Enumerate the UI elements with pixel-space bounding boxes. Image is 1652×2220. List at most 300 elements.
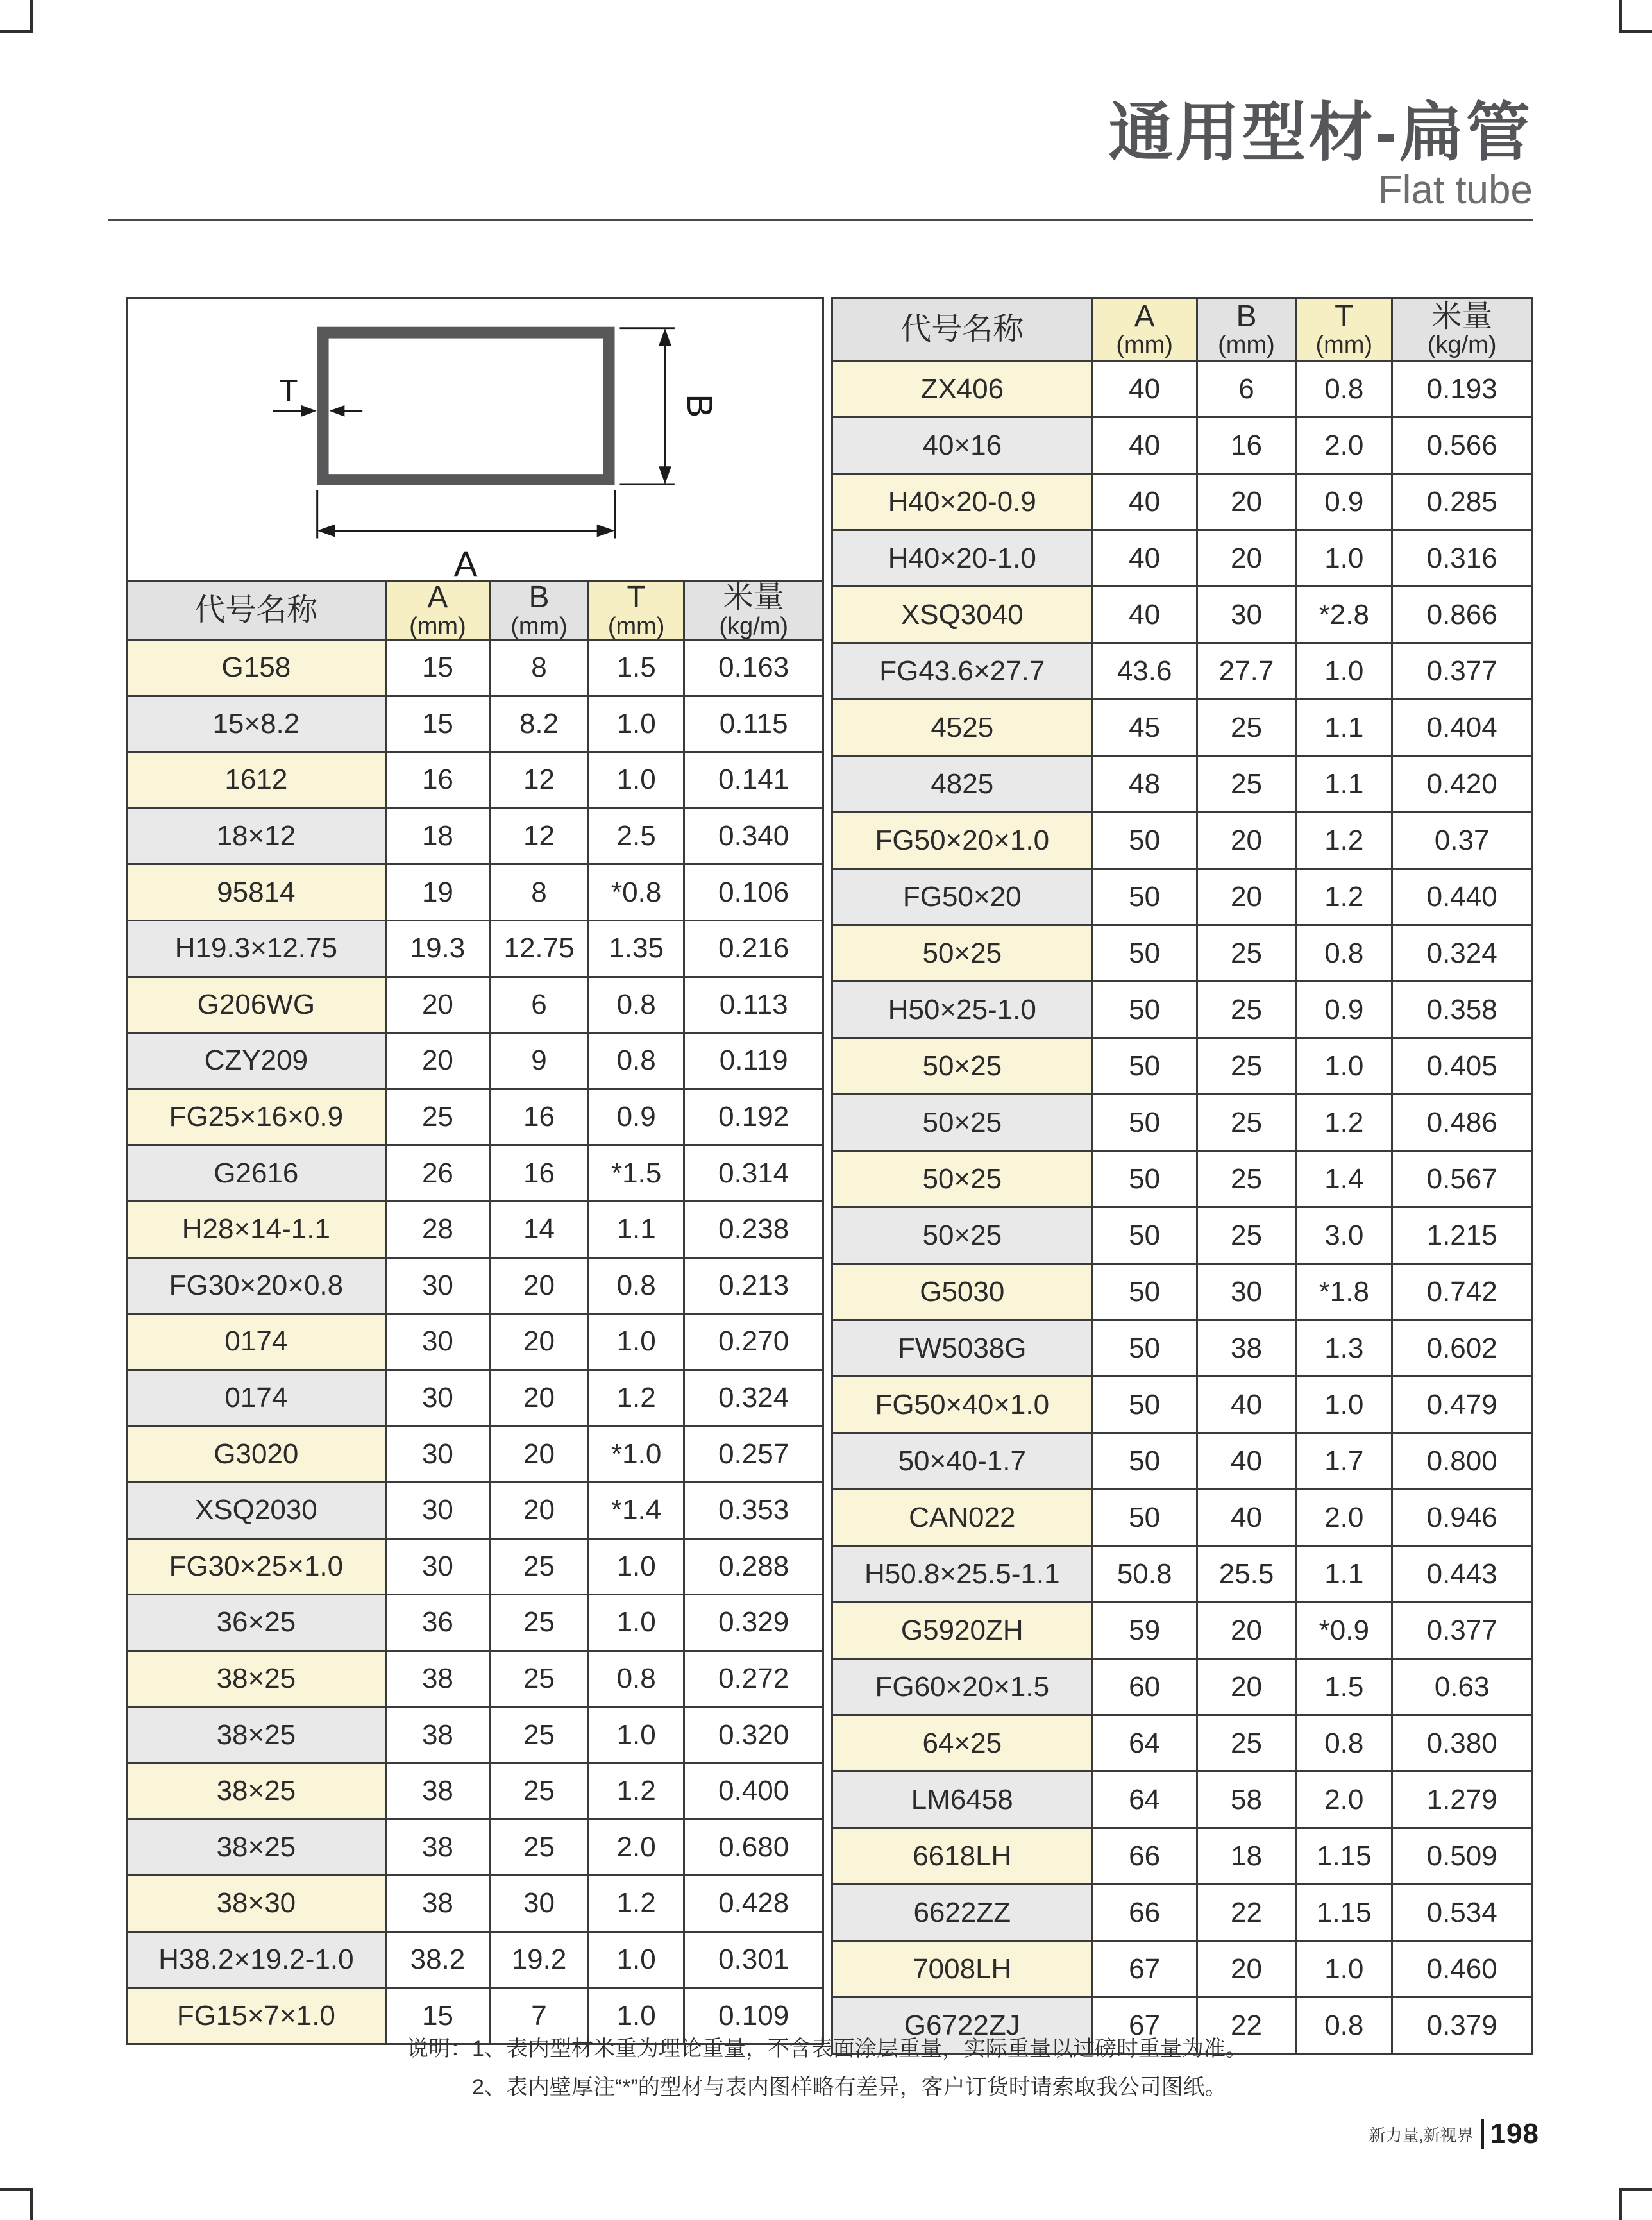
dimension-label-b: B <box>679 394 720 418</box>
cell-t: 1.0 <box>1295 1039 1391 1093</box>
cell-a: 50 <box>1092 1434 1196 1488</box>
page-title: 通用型材-扁管 <box>1108 97 1533 169</box>
cell-a: 50 <box>1092 1490 1196 1545</box>
cell-a: 18 <box>385 809 489 864</box>
cell-a: 16 <box>385 753 489 807</box>
cell-b: 58 <box>1196 1772 1295 1827</box>
crop-mark-top-right <box>1619 0 1652 33</box>
cell-b: 25 <box>1196 1152 1295 1206</box>
cell-b: 12 <box>489 809 587 864</box>
cell-kg: 0.460 <box>1391 1942 1531 1996</box>
table-row <box>833 811 1531 868</box>
cell-kg: 0.288 <box>683 1540 822 1594</box>
table-row <box>128 1144 822 1200</box>
cell-t: 0.8 <box>1295 926 1391 980</box>
cell-code-name: FG50×20×1.0 <box>833 813 1092 868</box>
table-row <box>128 1538 822 1594</box>
cell-a: 50 <box>1092 1377 1196 1432</box>
cell-b: 22 <box>1196 1885 1295 1940</box>
cell-b: 16 <box>1196 418 1295 473</box>
cell-kg: 0.946 <box>1391 1490 1531 1545</box>
cell-b: 7 <box>489 1989 587 2043</box>
cell-b: 30 <box>1196 587 1295 642</box>
cell-code-name: FG30×20×0.8 <box>128 1259 385 1313</box>
cell-code-name: G2616 <box>128 1146 385 1200</box>
tube-inner-cavity <box>329 339 603 475</box>
cell-t: 1.1 <box>1295 1547 1391 1601</box>
cell-code-name: 95814 <box>128 865 385 920</box>
cell-kg: 0.115 <box>683 697 822 752</box>
cell-kg: 1.279 <box>1391 1772 1531 1827</box>
cell-code-name: G158 <box>128 641 385 695</box>
dimension-label-a: A <box>453 544 478 580</box>
cell-b: 20 <box>1196 870 1295 924</box>
cell-code-name: FG60×20×1.5 <box>833 1660 1092 1714</box>
cell-code-name: FG15×7×1.0 <box>128 1989 385 2043</box>
cell-code-name: H38.2×19.2-1.0 <box>128 1933 385 1987</box>
cell-a: 50 <box>1092 1039 1196 1093</box>
table-row <box>833 1037 1531 1093</box>
table-row <box>833 1545 1531 1601</box>
cell-kg: 0.193 <box>1391 362 1531 416</box>
table-row <box>128 639 822 695</box>
cell-code-name: CZY209 <box>128 1034 385 1088</box>
cell-a: 50 <box>1092 1152 1196 1206</box>
cell-kg: 0.329 <box>683 1595 822 1650</box>
cell-a: 50.8 <box>1092 1547 1196 1601</box>
cell-kg: 0.163 <box>683 641 822 695</box>
cell-a: 50 <box>1092 1095 1196 1150</box>
cell-b: 40 <box>1196 1377 1295 1432</box>
arrow-down-icon <box>659 466 671 484</box>
cell-t: 0.8 <box>587 1652 683 1706</box>
arrow-left-icon <box>317 525 335 537</box>
cell-b: 25 <box>1196 926 1295 980</box>
cell-a: 67 <box>1092 1998 1196 2053</box>
cell-t: 1.4 <box>1295 1152 1391 1206</box>
cell-code-name: 6622ZZ <box>833 1885 1092 1940</box>
cell-t: *0.8 <box>587 865 683 920</box>
cell-kg: 0.320 <box>683 1708 822 1762</box>
cell-b: 25 <box>1196 1095 1295 1150</box>
cell-b: 20 <box>489 1427 587 1481</box>
cell-a: 66 <box>1092 1885 1196 1940</box>
note-line-2: 2、表内壁厚注“*”的型材与表内图样略有差异，客户订货时请索取我公司图纸。 <box>472 2074 1227 2099</box>
cell-kg: 0.405 <box>1391 1039 1531 1093</box>
cell-code-name: 50×25 <box>833 1039 1092 1093</box>
table-row <box>128 1650 822 1706</box>
cell-b: 14 <box>489 1202 587 1257</box>
cell-kg: 0.486 <box>1391 1095 1531 1150</box>
cell-t: 1.0 <box>587 1540 683 1594</box>
cell-b: 30 <box>489 1876 587 1931</box>
cell-b: 20 <box>1196 531 1295 585</box>
cell-a: 30 <box>385 1540 489 1594</box>
cell-a: 64 <box>1092 1716 1196 1770</box>
cell-a: 30 <box>385 1371 489 1425</box>
cell-kg: 0.602 <box>1391 1321 1531 1375</box>
cell-code-name: CAN022 <box>833 1490 1092 1545</box>
cell-b: 16 <box>489 1090 587 1145</box>
cell-kg: 0.192 <box>683 1090 822 1145</box>
table-row <box>128 1481 822 1538</box>
cell-a: 19.3 <box>385 921 489 976</box>
header-rule <box>108 219 1533 221</box>
cell-t: 2.0 <box>1295 1490 1391 1545</box>
cell-b: 40 <box>1196 1434 1295 1488</box>
cell-b: 20 <box>1196 1660 1295 1714</box>
header-col-name: 代号名称 <box>833 299 1092 360</box>
cell-t: *1.8 <box>1295 1265 1391 1319</box>
table-row <box>128 1257 822 1313</box>
cell-b: 25.5 <box>1196 1547 1295 1601</box>
cell-b: 12.75 <box>489 921 587 976</box>
cell-code-name: H40×20-1.0 <box>833 531 1092 585</box>
table-row <box>128 807 822 864</box>
cell-a: 43.6 <box>1092 644 1196 698</box>
table-row <box>128 1369 822 1425</box>
page-header <box>126 97 1533 212</box>
table-row <box>833 360 1531 416</box>
cell-kg: 0.443 <box>1391 1547 1531 1601</box>
cell-t: 1.0 <box>587 1315 683 1369</box>
header-col-a: A (mm) <box>1092 299 1196 360</box>
cell-t: 2.0 <box>587 1820 683 1874</box>
cell-kg: 0.238 <box>683 1202 822 1257</box>
table-row <box>833 755 1531 811</box>
cell-t: 0.8 <box>587 1034 683 1088</box>
cell-code-name: H50.8×25.5-1.1 <box>833 1547 1092 1601</box>
cell-b: 25 <box>489 1652 587 1706</box>
cell-a: 28 <box>385 1202 489 1257</box>
cell-code-name: 38×25 <box>128 1652 385 1706</box>
table-row <box>128 1762 822 1819</box>
cell-kg: 0.428 <box>683 1876 822 1931</box>
cell-t: 1.7 <box>1295 1434 1391 1488</box>
cell-code-name: 4825 <box>833 757 1092 811</box>
cell-kg: 0.316 <box>1391 531 1531 585</box>
cell-a: 40 <box>1092 531 1196 585</box>
cell-t: *1.5 <box>587 1146 683 1200</box>
cell-b: 25 <box>1196 982 1295 1037</box>
cell-kg: 0.800 <box>1391 1434 1531 1488</box>
page-number: 198 <box>1490 2118 1539 2149</box>
table-row <box>833 1319 1531 1375</box>
notes-block <box>407 2030 1247 2106</box>
cell-t: 0.9 <box>587 1090 683 1145</box>
cell-kg: 0.37 <box>1391 813 1531 868</box>
cell-a: 15 <box>385 1989 489 2043</box>
cell-code-name: XSQ3040 <box>833 587 1092 642</box>
dimension-label-t: T <box>279 373 298 408</box>
cell-t: 1.15 <box>1295 1829 1391 1883</box>
cell-code-name: G3020 <box>128 1427 385 1481</box>
table-row <box>833 529 1531 585</box>
cell-t: *0.9 <box>1295 1603 1391 1658</box>
cell-code-name: 38×25 <box>128 1708 385 1762</box>
cell-a: 30 <box>385 1483 489 1538</box>
cell-b: 38 <box>1196 1321 1295 1375</box>
spec-table-left <box>126 580 824 2045</box>
cell-b: 25 <box>489 1820 587 1874</box>
cell-b: 8 <box>489 641 587 695</box>
cell-t: 2.0 <box>1295 418 1391 473</box>
cell-code-name: 50×25 <box>833 1095 1092 1150</box>
table-row <box>833 1375 1531 1432</box>
cell-t: 1.2 <box>1295 870 1391 924</box>
cell-code-name: 38×30 <box>128 1876 385 1931</box>
cell-kg: 0.380 <box>1391 1716 1531 1770</box>
cell-b: 25 <box>1196 757 1295 811</box>
header-col-t: T (mm) <box>1295 299 1391 360</box>
cell-t: 0.9 <box>1295 475 1391 529</box>
table-row <box>833 1150 1531 1206</box>
cell-code-name: 36×25 <box>128 1595 385 1650</box>
cell-code-name: G5920ZH <box>833 1603 1092 1658</box>
cell-code-name: XSQ2030 <box>128 1483 385 1538</box>
page-subtitle: Flat tube <box>1378 168 1533 212</box>
table-row <box>833 1940 1531 1996</box>
flat-tube-cross-section-diagram <box>128 299 822 580</box>
cell-t: 1.0 <box>1295 531 1391 585</box>
cell-b: 25 <box>1196 1039 1295 1093</box>
cell-code-name: G5030 <box>833 1265 1092 1319</box>
notes-label: 说明： <box>407 2037 472 2061</box>
cell-t: 1.1 <box>587 1202 683 1257</box>
cell-a: 19 <box>385 865 489 920</box>
table-header-row <box>833 299 1531 360</box>
cell-t: 2.0 <box>1295 1772 1391 1827</box>
cell-code-name: ZX406 <box>833 362 1092 416</box>
header-col-b: B (mm) <box>1196 299 1295 360</box>
cell-b: 20 <box>1196 1603 1295 1658</box>
cell-t: 2.5 <box>587 809 683 864</box>
cell-a: 66 <box>1092 1829 1196 1883</box>
cell-t: 0.9 <box>1295 982 1391 1037</box>
cell-b: 25 <box>1196 1716 1295 1770</box>
cell-a: 30 <box>385 1259 489 1313</box>
table-row <box>128 1818 822 1874</box>
cell-kg: 0.324 <box>683 1371 822 1425</box>
cell-b: 16 <box>489 1146 587 1200</box>
cell-a: 50 <box>1092 813 1196 868</box>
note-line-1: 1、表内型材米重为理论重量，不含表面涂层重量，实际重量以过磅时重量为准。 <box>472 2037 1247 2061</box>
flat-tube-diagram-box <box>126 297 824 580</box>
table-row <box>833 416 1531 473</box>
cell-t: *1.4 <box>587 1483 683 1538</box>
arrow-up-icon <box>659 328 671 346</box>
cell-b: 25 <box>489 1708 587 1762</box>
cell-t: 1.2 <box>587 1371 683 1425</box>
cell-a: 20 <box>385 1034 489 1088</box>
cell-t: 1.0 <box>587 1595 683 1650</box>
cell-kg: 0.257 <box>683 1427 822 1481</box>
cell-t: 1.0 <box>587 1708 683 1762</box>
header-col-b: B (mm) <box>489 582 587 639</box>
table-row <box>128 1032 822 1088</box>
cell-a: 36 <box>385 1595 489 1650</box>
cell-a: 38 <box>385 1652 489 1706</box>
table-row <box>833 980 1531 1037</box>
cell-t: 0.8 <box>1295 362 1391 416</box>
cell-kg: 0.301 <box>683 1933 822 1987</box>
cell-b: 20 <box>1196 1942 1295 1996</box>
cell-a: 40 <box>1092 362 1196 416</box>
footer-divider <box>1481 2119 1484 2149</box>
cell-t: 1.2 <box>1295 813 1391 868</box>
cell-code-name: 50×25 <box>833 1152 1092 1206</box>
cell-kg: 0.440 <box>1391 870 1531 924</box>
cell-a: 50 <box>1092 1321 1196 1375</box>
table-row <box>833 924 1531 980</box>
cell-t: 1.3 <box>1295 1321 1391 1375</box>
cell-code-name: 18×12 <box>128 809 385 864</box>
cell-code-name: 7008LH <box>833 1942 1092 1996</box>
cell-a: 59 <box>1092 1603 1196 1658</box>
cell-b: 8 <box>489 865 587 920</box>
cell-t: 1.0 <box>1295 644 1391 698</box>
cell-kg: 0.379 <box>1391 1998 1531 2053</box>
cell-kg: 0.509 <box>1391 1829 1531 1883</box>
cell-kg: 0.479 <box>1391 1377 1531 1432</box>
cell-kg: 0.106 <box>683 865 822 920</box>
cell-code-name: FW5038G <box>833 1321 1092 1375</box>
cell-t: 1.1 <box>1295 700 1391 755</box>
table-row <box>833 473 1531 529</box>
cell-a: 38 <box>385 1764 489 1819</box>
cell-t: *2.8 <box>1295 587 1391 642</box>
cell-kg: 0.358 <box>1391 982 1531 1037</box>
table-row <box>833 1883 1531 1940</box>
cell-kg: 1.215 <box>1391 1208 1531 1263</box>
cell-a: 50 <box>1092 1265 1196 1319</box>
cell-code-name: 6618LH <box>833 1829 1092 1883</box>
cell-kg: 0.213 <box>683 1259 822 1313</box>
cell-t: 1.2 <box>587 1876 683 1931</box>
cell-kg: 0.113 <box>683 978 822 1032</box>
cell-a: 48 <box>1092 757 1196 811</box>
cell-a: 40 <box>1092 475 1196 529</box>
cell-a: 50 <box>1092 870 1196 924</box>
cell-b: 18 <box>1196 1829 1295 1883</box>
arrow-right-icon <box>597 525 615 537</box>
table-row <box>128 976 822 1032</box>
cell-kg: 0.400 <box>683 1764 822 1819</box>
cell-code-name: H40×20-0.9 <box>833 475 1092 529</box>
table-row <box>128 1200 822 1257</box>
cell-t: 0.8 <box>1295 1998 1391 2053</box>
table-row <box>833 1093 1531 1150</box>
cell-b: 40 <box>1196 1490 1295 1545</box>
table-row <box>128 1874 822 1931</box>
cell-kg: 0.420 <box>1391 757 1531 811</box>
cell-b: 22 <box>1196 1998 1295 2053</box>
cell-a: 45 <box>1092 700 1196 755</box>
cell-t: *1.0 <box>587 1427 683 1481</box>
spec-table-right <box>831 297 1533 2055</box>
cell-t: 0.8 <box>587 978 683 1032</box>
table-row <box>128 751 822 807</box>
table-header-row <box>128 582 822 639</box>
cell-t: 1.0 <box>1295 1377 1391 1432</box>
cell-b: 25 <box>1196 1208 1295 1263</box>
crop-mark-bottom-right <box>1619 2188 1652 2220</box>
cell-kg: 0.141 <box>683 753 822 807</box>
cell-kg: 0.566 <box>1391 418 1531 473</box>
table-row <box>128 1931 822 1987</box>
cell-t: 1.15 <box>1295 1885 1391 1940</box>
table-row <box>128 1088 822 1145</box>
cell-code-name: 4525 <box>833 700 1092 755</box>
cell-b: 25 <box>489 1540 587 1594</box>
table-row <box>833 1488 1531 1545</box>
cell-b: 9 <box>489 1034 587 1088</box>
cell-kg: 0.353 <box>683 1483 822 1538</box>
cell-b: 20 <box>1196 475 1295 529</box>
cell-kg: 0.324 <box>1391 926 1531 980</box>
cell-b: 6 <box>489 978 587 1032</box>
table-row <box>833 1827 1531 1883</box>
crop-mark-bottom-left <box>0 2188 33 2220</box>
cell-kg: 0.404 <box>1391 700 1531 755</box>
cell-a: 38 <box>385 1708 489 1762</box>
cell-code-name: G206WG <box>128 978 385 1032</box>
cell-kg: 0.567 <box>1391 1152 1531 1206</box>
dimension-b-lines <box>620 328 674 484</box>
cell-b: 20 <box>489 1259 587 1313</box>
cell-t: 3.0 <box>1295 1208 1391 1263</box>
cell-a: 50 <box>1092 982 1196 1037</box>
cell-t: 1.0 <box>1295 1942 1391 1996</box>
cell-kg: 0.680 <box>683 1820 822 1874</box>
cell-b: 12 <box>489 753 587 807</box>
cell-t: 1.2 <box>1295 1095 1391 1150</box>
cell-kg: 0.534 <box>1391 1885 1531 1940</box>
cell-code-name: 0174 <box>128 1315 385 1369</box>
cell-code-name: 64×25 <box>833 1716 1092 1770</box>
header-col-a: A (mm) <box>385 582 489 639</box>
cell-code-name: 15×8.2 <box>128 697 385 752</box>
cell-t: 1.2 <box>587 1764 683 1819</box>
table-row <box>833 642 1531 698</box>
cell-b: 30 <box>1196 1265 1295 1319</box>
table-row <box>128 695 822 752</box>
cell-a: 26 <box>385 1146 489 1200</box>
cell-kg: 0.742 <box>1391 1265 1531 1319</box>
cell-code-name: H28×14-1.1 <box>128 1202 385 1257</box>
cell-kg: 0.377 <box>1391 1603 1531 1658</box>
cell-b: 20 <box>489 1483 587 1538</box>
cell-a: 67 <box>1092 1942 1196 1996</box>
cell-b: 6 <box>1196 362 1295 416</box>
table-row <box>833 1601 1531 1658</box>
table-row <box>833 1206 1531 1263</box>
cell-code-name: H50×25-1.0 <box>833 982 1092 1037</box>
cell-kg: 0.866 <box>1391 587 1531 642</box>
cell-code-name: H19.3×12.75 <box>128 921 385 976</box>
table-row <box>833 698 1531 755</box>
table-row <box>833 1658 1531 1714</box>
cell-b: 20 <box>489 1315 587 1369</box>
header-col-name: 代号名称 <box>128 582 385 639</box>
cell-kg: 0.340 <box>683 809 822 864</box>
notes-items <box>472 2030 1247 2106</box>
cell-a: 30 <box>385 1315 489 1369</box>
cell-kg: 0.314 <box>683 1146 822 1200</box>
cell-t: 1.0 <box>587 753 683 807</box>
cell-b: 20 <box>1196 813 1295 868</box>
cell-b: 8.2 <box>489 697 587 752</box>
